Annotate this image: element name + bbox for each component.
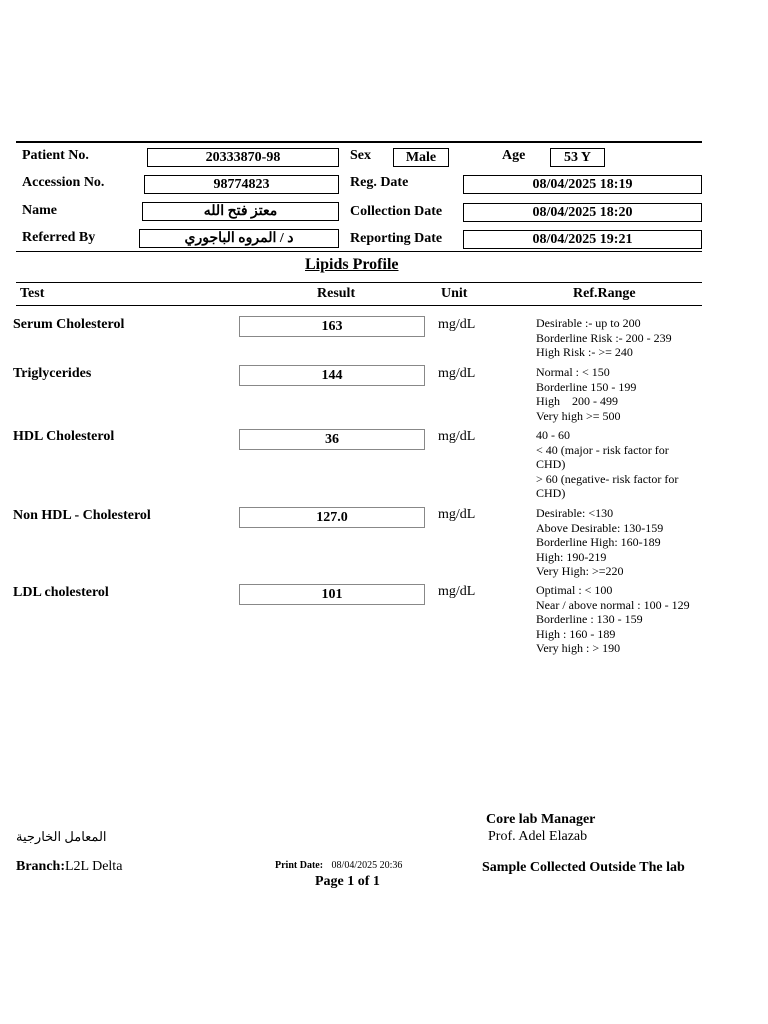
collection-date-label: Collection Date xyxy=(350,204,443,219)
age-field: 53 Y xyxy=(550,148,605,167)
ref-range xyxy=(536,506,706,579)
print-date xyxy=(275,860,402,871)
column-header-top-rule xyxy=(16,282,702,283)
unit-label: mg/dL xyxy=(438,317,476,332)
page-number: Page 1 of 1 xyxy=(315,874,380,889)
ref-line: Desirable: <130 xyxy=(536,506,614,520)
ref-line: Borderline High: 160-189 xyxy=(536,535,661,549)
ref-line: Very high : > 190 xyxy=(536,641,621,655)
unit-label: mg/dL xyxy=(438,366,476,381)
ref-line: Optimal : < 100 xyxy=(536,583,613,597)
sample-collected-note: Sample Collected Outside The lab xyxy=(482,860,685,875)
age-label: Age xyxy=(502,148,526,163)
manager-title: Core lab Manager xyxy=(486,812,596,827)
ref-line: Borderline Risk :- 200 - 239 xyxy=(536,330,672,345)
ref-line: Very High: >=220 xyxy=(536,564,624,578)
referred-by-label: Referred By xyxy=(22,230,96,245)
ref-line: Borderline 150 - 199 xyxy=(536,379,637,394)
ref-range xyxy=(536,316,706,360)
column-test: Test xyxy=(20,286,45,301)
sex-field: Male xyxy=(393,148,449,167)
branch-value: L2L Delta xyxy=(65,859,123,874)
unit-label: mg/dL xyxy=(438,429,476,444)
ref-line: Very high >= 500 xyxy=(536,408,621,423)
reg-date-field: 08/04/2025 18:19 xyxy=(463,175,702,194)
print-date-label: Print Date: xyxy=(275,860,324,871)
unit-label: mg/dL xyxy=(438,507,476,522)
test-name: Triglycerides xyxy=(13,366,92,381)
ref-line: High: 190-219 xyxy=(536,549,607,564)
reg-date-label: Reg. Date xyxy=(350,175,409,190)
result-box: 101 xyxy=(239,584,425,605)
header-top-rule xyxy=(16,141,702,143)
test-name: HDL Cholesterol xyxy=(13,429,115,444)
branch-label: Branch: xyxy=(16,859,65,874)
name-field: معتز فتح الله xyxy=(142,202,339,221)
ref-line: Desirable :- up to 200 xyxy=(536,316,641,330)
ref-range xyxy=(536,583,706,656)
ref-line: Normal : < 150 xyxy=(536,365,610,379)
test-name: Non HDL - Cholesterol xyxy=(13,508,151,523)
branch xyxy=(16,859,122,875)
result-box: 144 xyxy=(239,365,425,386)
result-box: 36 xyxy=(239,429,425,450)
ref-line: Borderline : 130 - 159 xyxy=(536,612,643,626)
ref-line: Above Desirable: 130-159 xyxy=(536,520,664,535)
report-title: Lipids Profile xyxy=(305,256,399,273)
ref-line: > 60 (negative- risk factor for CHD) xyxy=(536,471,679,500)
column-header-bottom-rule xyxy=(16,305,702,306)
ref-range xyxy=(536,365,706,423)
referred-by-field: د / المروه الباجوري xyxy=(139,229,339,248)
name-label: Name xyxy=(22,203,57,218)
column-ref-range: Ref.Range xyxy=(573,286,636,301)
sex-label: Sex xyxy=(350,148,371,163)
unit-label: mg/dL xyxy=(438,584,476,599)
print-date-value: 08/04/2025 20:36 xyxy=(331,860,403,871)
reporting-date-label: Reporting Date xyxy=(350,231,443,246)
ref-line: High 200 - 499 xyxy=(536,394,618,408)
header-bottom-rule xyxy=(16,251,702,252)
result-box: 163 xyxy=(239,316,425,337)
accession-label: Accession No. xyxy=(22,175,105,190)
outside-labs-label: المعامل الخارجية xyxy=(16,829,107,844)
collection-date-field: 08/04/2025 18:20 xyxy=(463,203,702,222)
patient-no-label: Patient No. xyxy=(22,148,89,163)
ref-line: 40 - 60 xyxy=(536,428,570,442)
column-result: Result xyxy=(317,286,356,301)
reporting-date-field: 08/04/2025 19:21 xyxy=(463,230,702,249)
result-box: 127.0 xyxy=(239,507,425,528)
ref-line: < 40 (major - risk factor for CHD) xyxy=(536,442,669,471)
test-name: LDL cholesterol xyxy=(13,585,109,600)
patient-no-field: 20333870-98 xyxy=(147,148,339,167)
ref-range xyxy=(536,428,701,501)
manager-name: Prof. Adel Elazab xyxy=(488,829,588,844)
accession-field: 98774823 xyxy=(144,175,339,194)
ref-line: Near / above normal : 100 - 129 xyxy=(536,597,690,612)
ref-line: High Risk :- >= 240 xyxy=(536,345,633,359)
test-name: Serum Cholesterol xyxy=(13,317,125,332)
ref-line: High : 160 - 189 xyxy=(536,626,616,641)
column-unit: Unit xyxy=(441,286,468,301)
